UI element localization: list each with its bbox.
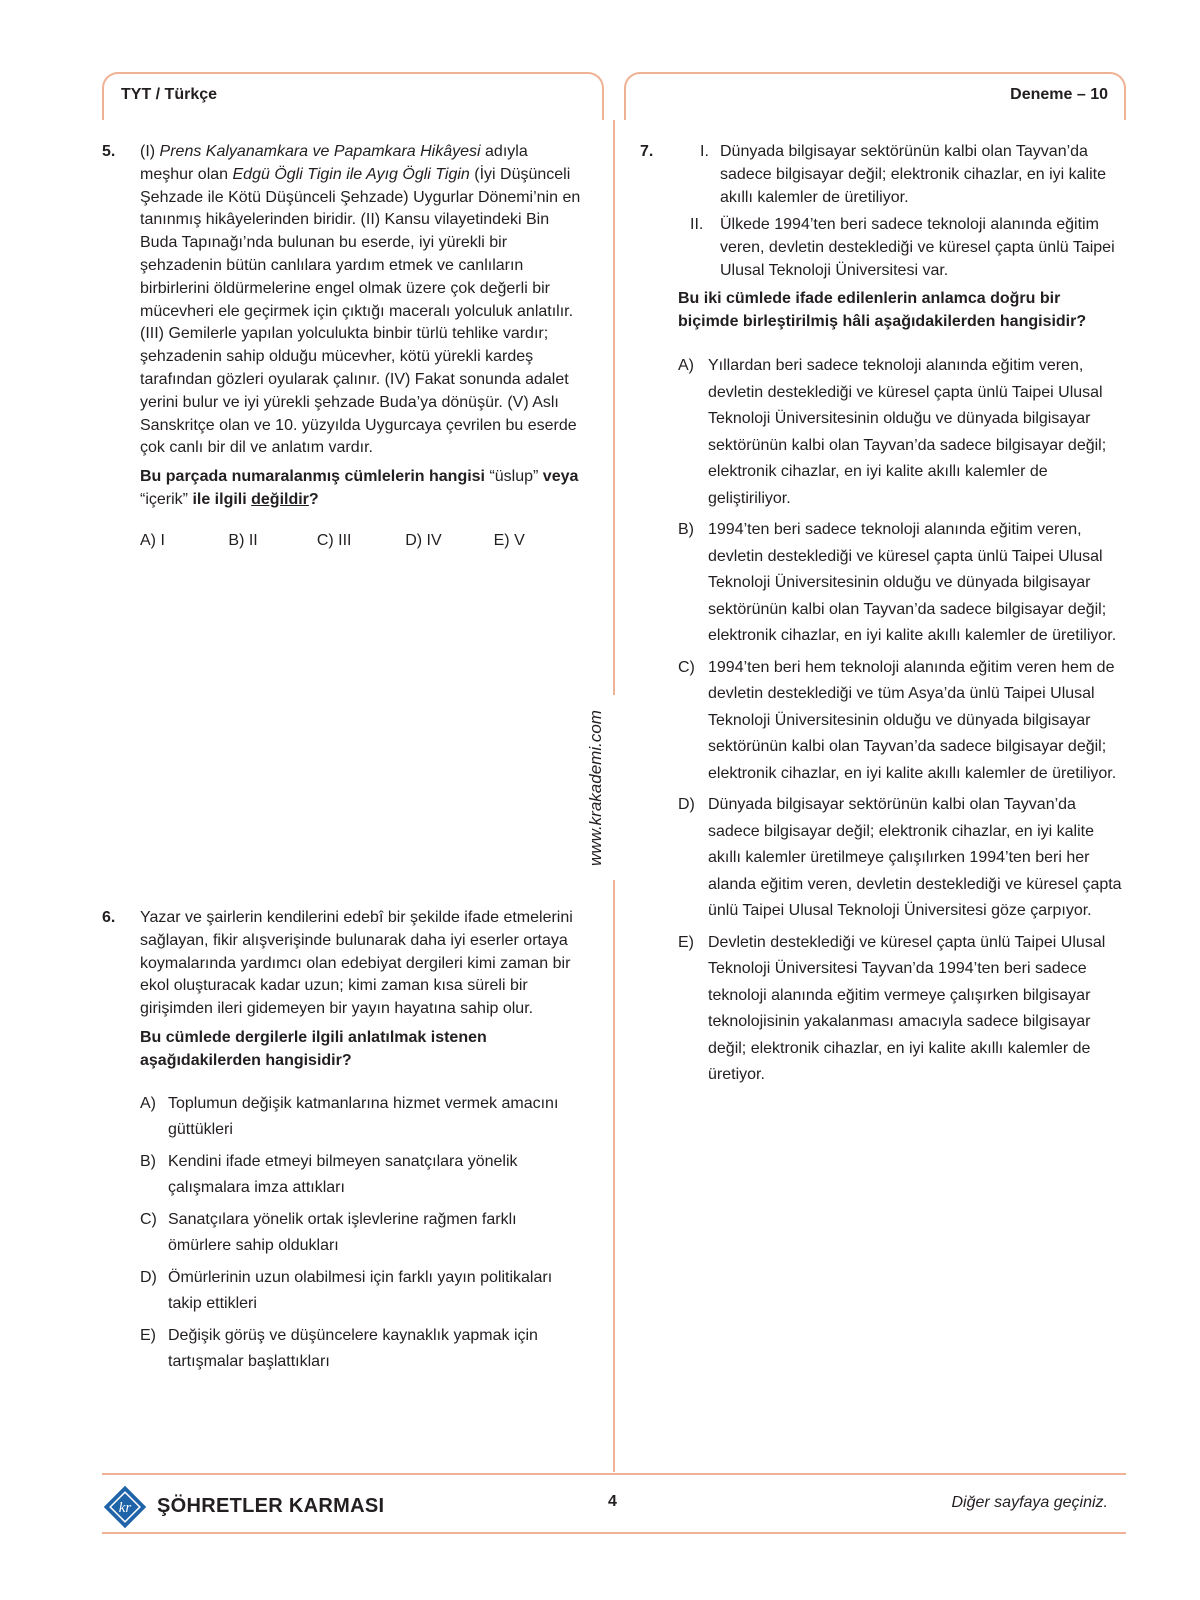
page-number: 4 (608, 1493, 617, 1510)
statement-ii: II. Ülkede 1994’ten beri sadece teknoloji alanında eğitim veren, devletin desteklediği ve küresel çapta ünlü Taipei Ulusal Teknoloji Üniversitesi var. (690, 216, 1115, 279)
publisher-brand: ŞÖHRETLER KARMASI (157, 1495, 385, 1517)
answer-options (678, 353, 1122, 1089)
answer-option-e[interactable]: E) V (493, 531, 525, 549)
answer-option-e[interactable]: E) Değişik görüş ve düşüncelere kaynaklık yapmak için tartışmalar başlattıkları (140, 1326, 538, 1371)
answer-option-a[interactable]: A) Yıllardan beri sadece teknoloji alanında eğitim veren, devletin desteklediği ve küresel çapta ünlü Taipei Ulusal Teknoloji Üniversitesinin olduğu ve dünyada bilgisayar sektörünün kalbi olan Tayvan’da sadece bilgisayar değil; elektronik cihazlar, en iyi kalite akıllı kalemler de geliştiriliyor. (678, 357, 1107, 507)
answer-option-a[interactable]: A) I (140, 531, 165, 549)
question-passage: (I) Prens Kalyanamkara ve Papamkara Hikâyesi adıyla meşhur olan Edgü Ögli Tigin ile Ayıg Ögli Tigin (İyi Düşünceli Şehzade ile Kötü Düşünceli Şehzade) Uygurlar Dönemi’nin en tanınmış hikâyelerinden biridir. (II) Kansu vilayetindeki Bin Buda Tapınağı’nda bulunan bu eserde, iyi yürekli bir şehzadenin bütün canlılara yardım etmek ve canlıların birbirlerini öldürmelerine engel olmak üzere çok değerli bir mücevheri ele geçirmek için çıktığı maceralı yolculuk anlatılır. (III) Gemilerle yapılan yolculukta binbir türlü tehlike vardır; şehzadenin sahip olduğu mücevher, kötü yürekli kardeş tarafından gözleri oyularak çalınır. (IV) Fakat sonunda adalet yerini bulur ve iyi yürekli şehzade Buda’ya dönüşür. (V) Aslı Sanskritçe olan ve 10. yüzyılda Uygurcaya çevrilen bu eserde çok canlı bir dil ve anlatım vardır. (140, 143, 581, 457)
question-passage: Yazar ve şairlerin kendilerini edebî bir şekilde ifade etmelerini sağlayan, fikir alışverişinde bulunarak daha iyi eserler ortaya koymalarında yardımcı olan edebiyat dergileri kimi zaman bir ekol oluşturacak kadar uzun; kimi zaman kısa süreli bir girişimden ileri gidemeyen bir yayın hayatına sahip olur. (140, 909, 573, 1018)
question-number: 7. (640, 143, 654, 160)
answer-option-a[interactable]: A) Toplumun değişik katmanlarına hizmet vermek amacını güttükleri (140, 1094, 559, 1139)
exam-number-title: Deneme – 10 (1010, 86, 1108, 103)
answer-option-b[interactable]: B) II (228, 531, 258, 549)
publisher-logo-icon (102, 1484, 148, 1530)
exam-subject-title: TYT / Türkçe (121, 86, 218, 103)
answer-option-c[interactable]: C) 1994’ten beri hem teknoloji alanında eğitim veren hem de devletin desteklediği ve tüm Asya’da ünlü Taipei Ulusal Teknoloji Üniversitesinin olduğu ve dünyada bilgisayar sektörünün kalbi olan Tayvan’da sadece bilgisayar değil; elektronik cihazlar, en iyi kalite akıllı kalemler de üretiliyor. (678, 658, 1117, 782)
answer-option-c[interactable]: C) III (316, 531, 352, 549)
next-page-note: Diğer sayfaya geçiniz. (951, 1494, 1108, 1511)
statement-list (690, 141, 1122, 283)
website-watermark: www.krakademi.com (586, 710, 605, 866)
question-stem: Bu cümlede dergilerle ilgili anlatılmak istenen aşağıdakilerden hangisidir? (140, 1028, 487, 1069)
answer-option-e[interactable]: E) Devletin desteklediği ve küresel çapta ünlü Taipei Ulusal Teknoloji Üniversitesi Tayvan’da 1994’ten beri sadece teknoloji alanında eğitim vermeye çalışırken bilgisayar teknolojisinin yakalanması amacıyla sadece bilgisayar değil; elektronik cihazlar, en iyi kalite akıllı kalemler de üretiyor. (678, 933, 1106, 1084)
footer-rule-bottom (102, 1532, 1126, 1534)
statement-i: I. Dünyada bilgisayar sektörünün kalbi olan Tayvan’da sadece bilgisayar değil; elektronik cihazlar, en iyi kalite akıllı kalemler de üretiliyor. (700, 143, 1106, 206)
column-divider-bottom (613, 880, 615, 1472)
question-stem: Bu iki cümlede ifade edilenlerin anlamca doğru bir biçimde birleştirilmiş hâli aşağıdakilerden hangisidir? (678, 289, 1087, 330)
question-stem: Bu parçada numaralanmış cümlelerin hangisi “üslup” veya “içerik” ile ilgili değildir? (140, 468, 579, 508)
answer-option-d[interactable]: D) IV (405, 531, 442, 549)
answer-option-b[interactable]: B) 1994’ten beri sadece teknoloji alanında eğitim veren, devletin desteklediği ve küresel çapta ünlü Taipei Ulusal Teknoloji Üniversitesinin olduğu ve dünyada bilgisayar sektörünün kalbi olan Tayvan’da sadece bilgisayar değil; elektronik cihazlar, en iyi kalite akıllı kalemler de üretiliyor. (678, 521, 1117, 645)
question-5 (102, 141, 582, 553)
answer-option-c[interactable]: C) Sanatçılara yönelik ortak işlevlerine rağmen farklı ömürlere sahip oldukları (140, 1210, 517, 1255)
answer-options (140, 530, 582, 553)
question-7 (640, 141, 1122, 1094)
question-number: 6. (102, 909, 116, 926)
column-divider-top (613, 120, 615, 695)
logo-text: kr (118, 1500, 132, 1516)
answer-options (140, 1091, 584, 1376)
footer-rule-top (102, 1473, 1126, 1475)
question-number: 5. (102, 143, 116, 160)
answer-option-b[interactable]: B) Kendini ifade etmeyi bilmeyen sanatçılara yönelik çalışmalara imza attıkları (140, 1152, 518, 1197)
question-6 (102, 907, 584, 1381)
answer-option-d[interactable]: D) Dünyada bilgisayar sektörünün kalbi olan Tayvan’da sadece bilgisayar değil; elektronik cihazlar, en iyi kalite akıllı kalemler üretilmeye çalışılırken 1994’ten beri her alanda eğitim veren, devletin desteklediği ve küresel çapta ünlü Taipei Ulusal Teknoloji Üniversitesi göze çarpıyor. (678, 796, 1122, 920)
answer-option-d[interactable]: D) Ömürlerinin uzun olabilmesi için farklı yayın politikaları takip ettikleri (140, 1268, 553, 1313)
